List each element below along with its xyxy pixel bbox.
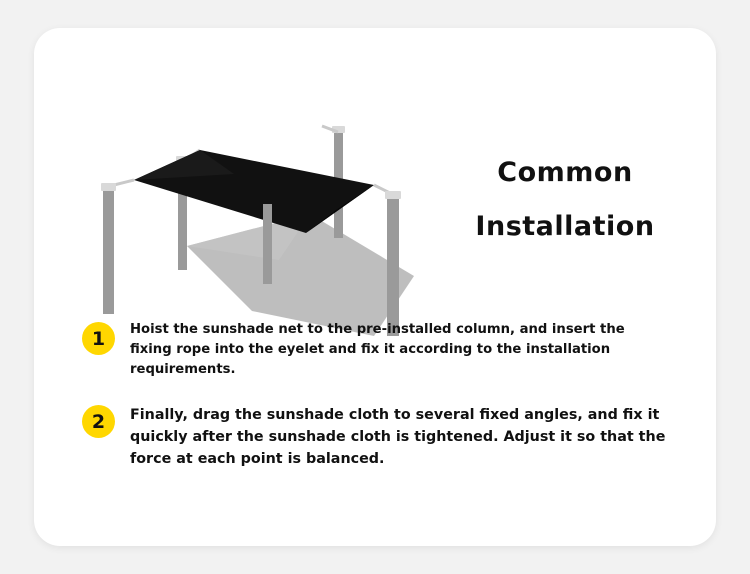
pole-front-right (385, 191, 401, 336)
installation-steps (82, 320, 682, 494)
step-number-badge: 2 (82, 405, 115, 438)
pole-front-left (101, 183, 116, 314)
page-title-line-1: Common (497, 157, 633, 188)
pole-middle (263, 204, 272, 284)
info-card (34, 28, 716, 546)
step-description: Hoist the sunshade net to the pre-installed column, and insert the fixing rope into the eyelet and fix it according to the installation requirements. (130, 322, 625, 377)
sail-shadow-shape (187, 214, 414, 336)
page-title (430, 146, 700, 254)
step-description: Finally, drag the sunshade cloth to several fixed angles, and fix it quickly after the sunshade cloth is tightened. Adjust it so that the force at each point is balanced. (130, 407, 666, 467)
list-item (82, 404, 682, 470)
list-item (82, 320, 682, 380)
sunshade-sail-installation-illustration (74, 64, 454, 339)
page-title-line-2: Installation (475, 211, 655, 242)
step-number-badge: 1 (82, 322, 115, 355)
